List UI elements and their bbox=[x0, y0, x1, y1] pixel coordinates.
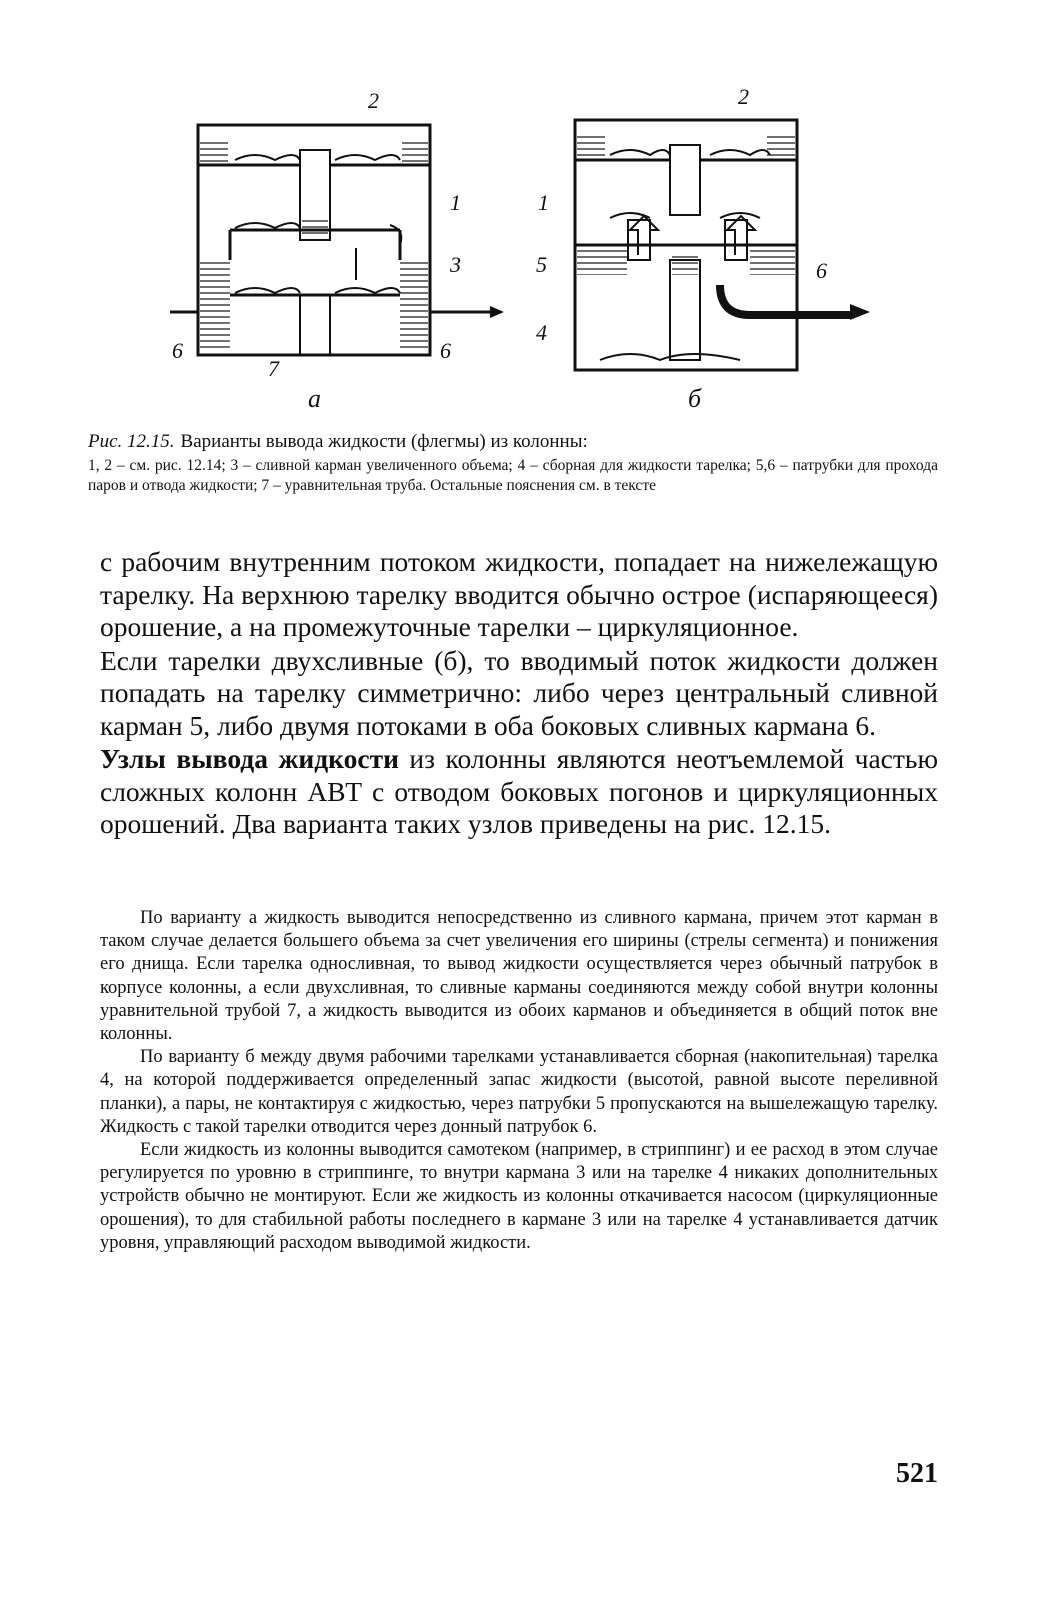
label-a-6-left: 6 bbox=[172, 338, 183, 363]
small-paragraph-2: По варианту б между двумя рабочими тарелками устанавливается сборная (накопительная) тарелка 4, на которой поддерживается определенный запас жидкости (высотой, равной высоте переливной планки), а пары, не контактируя с жидкостью, через патрубки 5 пропускаются на вышележащую тарелку. Жидкость с такой тарелки отводится через донный патрубок 6. bbox=[100, 1047, 938, 1137]
paragraph-3-bold: Узлы вывода жидкости bbox=[100, 743, 399, 774]
caption-title bbox=[88, 430, 938, 454]
label-a-6-right: 6 bbox=[440, 338, 451, 363]
paragraph-3 bbox=[100, 743, 938, 841]
figure-12-15 bbox=[160, 80, 900, 420]
label-b-1: 1 bbox=[538, 190, 549, 215]
column-a bbox=[198, 125, 430, 355]
label-b-2: 2 bbox=[738, 84, 749, 109]
paragraph-1: с рабочим внутренним потоком жидкости, попадает на нижележащую тарелку. На верхнюю тарелку вводится обычно острое (испаряющееся) орошение, а на промежуточные тарелки – циркуляционное. bbox=[100, 546, 938, 642]
label-b-4: 4 bbox=[536, 320, 547, 345]
small-paragraph-3: Если жидкость из колонны выводится самотеком (например, в стриппинг) и ее расход в этом случае регулируется по уровню в стриппинге, то внутри кармана 3 или на тарелке 4 никаких дополнительных устройств обычно не монтируют. Если же жидкость из колонны откачивается насосом (циркуляционные орошения), то для стабильной работы последнего в кармане 3 или на тарелке 4 устанавливается датчик уровня, управляющий расходом выводимой жидкости. bbox=[100, 1140, 938, 1253]
main-text-small bbox=[100, 907, 938, 1255]
page-number: 521 bbox=[896, 1458, 938, 1489]
caption-heading: Варианты вывода жидкости (флегмы) из колонны: bbox=[180, 431, 588, 452]
label-a-1: 1 bbox=[450, 190, 461, 215]
label-a-2: 2 bbox=[368, 88, 379, 113]
label-a-7: 7 bbox=[268, 356, 279, 381]
label-a-3: 3 bbox=[450, 252, 461, 277]
caption-body: 1, 2 – см. рис. 12.14; 3 – сливной карман увеличенного объема; 4 – сборная для жидкости тарелка; 5,6 – патрубки для прохода паров и отвода жидкости; 7 – уравнительная труба. Остальные пояснения см. в тексте bbox=[88, 457, 938, 494]
label-b-5: 5 bbox=[536, 252, 547, 277]
paragraph-3-rest: из колонны являются неотъемлемой частью сложных колонн АВТ с отводом боковых погонов и циркуляционных орошений. Два варианта таких узлов приведены на рис. 12.15. bbox=[100, 743, 938, 839]
small-paragraph-1: По варианту а жидкость выводится непосредственно из сливного кармана, причем этот карман в таком случае делается большего объема за счет увеличения его ширины (стрелы сегмента) и понижения его днища. Если тарелка односливная, то вывод жидкости осуществляется через обычный патрубок в корпусе колонны, а если двухсливная, то сливные карманы соединяются между собой внутри колонны уравнительной трубой 7, а жидкость выводится из обоих карманов и объединяется в общий поток вне колонны. bbox=[100, 908, 938, 1045]
caption-a: a bbox=[308, 384, 321, 413]
caption-number: Рис. 12.15. bbox=[88, 431, 175, 452]
figure-caption bbox=[88, 430, 938, 496]
paragraph-2: Если тарелки двухсливные (б), то вводимый поток жидкости должен попадать на тарелку симметрично: либо через центральный сливной карман 5, либо двумя потоками в оба боковых сливных кармана 6. bbox=[100, 644, 938, 741]
label-b-6: 6 bbox=[816, 258, 827, 283]
main-text-large bbox=[100, 546, 938, 841]
caption-b: б bbox=[688, 384, 702, 413]
